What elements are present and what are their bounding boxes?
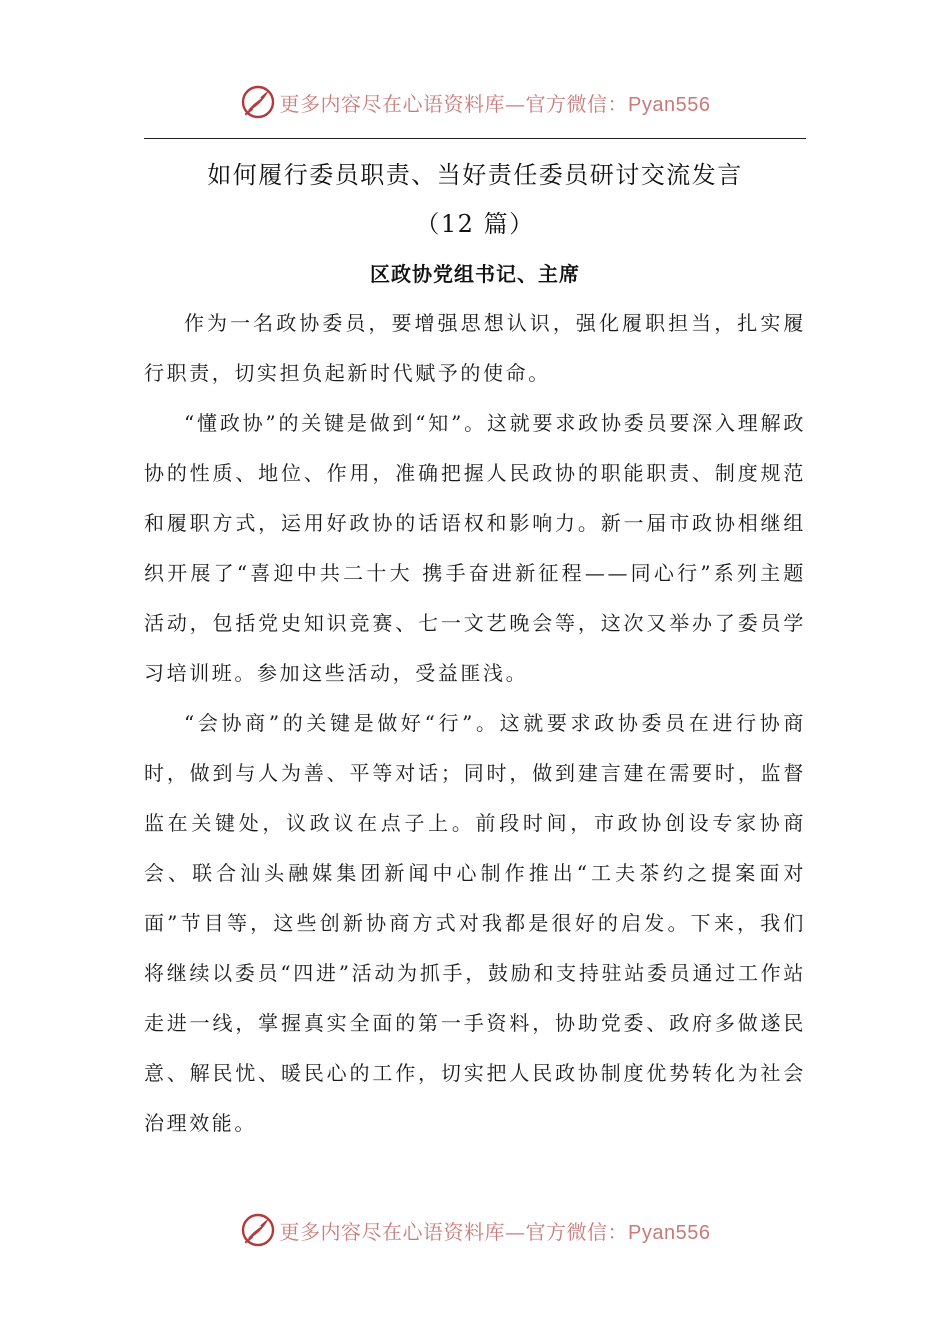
- document-title-count: （12 篇）: [415, 210, 535, 238]
- body-text: [144, 298, 806, 1148]
- paragraph-1: 作为一名政协委员，要增强思想认识，强化履职担当，扎实履行职责，切实担负起新时代赋予的使命。: [144, 311, 806, 385]
- watermark-text: 更多内容尽在心语资料库—官方微信：: [279, 91, 629, 116]
- watermark-handle: Pyan556: [628, 1221, 711, 1244]
- paragraph-2: “懂政协”的关键是做到“知”。这就要求政协委员要深入理解政协的性质、地位、作用，准确把握人民政协的职能职责、制度规范和履职方式，运用好政协的话语权和影响力。新一届市政协相继组织开展了“喜迎中共二十大 携手奋进新征程——同心行”系列主题活动，包括党史知识竞赛、七一文艺晚会等，这次又举办了委员学习培训班。参加这些活动，受益匪浅。: [144, 411, 806, 685]
- speaker-subtitle: 区政协党组书记、主席: [370, 262, 580, 286]
- document-title: 如何履行委员职责、当好责任委员研讨交流发言: [207, 161, 743, 189]
- quill-pen-circle-icon: [240, 84, 276, 120]
- header-watermark: [0, 80, 950, 124]
- quill-pen-circle-icon: [240, 1212, 276, 1248]
- footer-watermark: [0, 1208, 950, 1252]
- header-divider: [144, 138, 806, 139]
- watermark-handle: Pyan556: [628, 93, 711, 116]
- watermark-text: 更多内容尽在心语资料库—官方微信：: [279, 1219, 629, 1244]
- paragraph-3: “会协商”的关键是做好“行”。这就要求政协委员在进行协商时，做到与人为善、平等对话；同时，做到建言建在需要时，监督监在关键处，议政议在点子上。前段时间，市政协创设专家协商会、联合汕头融媒集团新闻中心制作推出“工夫茶约之提案面对面”节目等，这些创新协商方式对我都是很好的启发。下来，我们将继续以委员“四进”活动为抓手，鼓励和支持驻站委员通过工作站走进一线，掌握真实全面的第一手资料，协助党委、政府多做遂民意、解民忧、暖民心的工作，切实把人民政协制度优势转化为社会治理效能。: [144, 711, 806, 1135]
